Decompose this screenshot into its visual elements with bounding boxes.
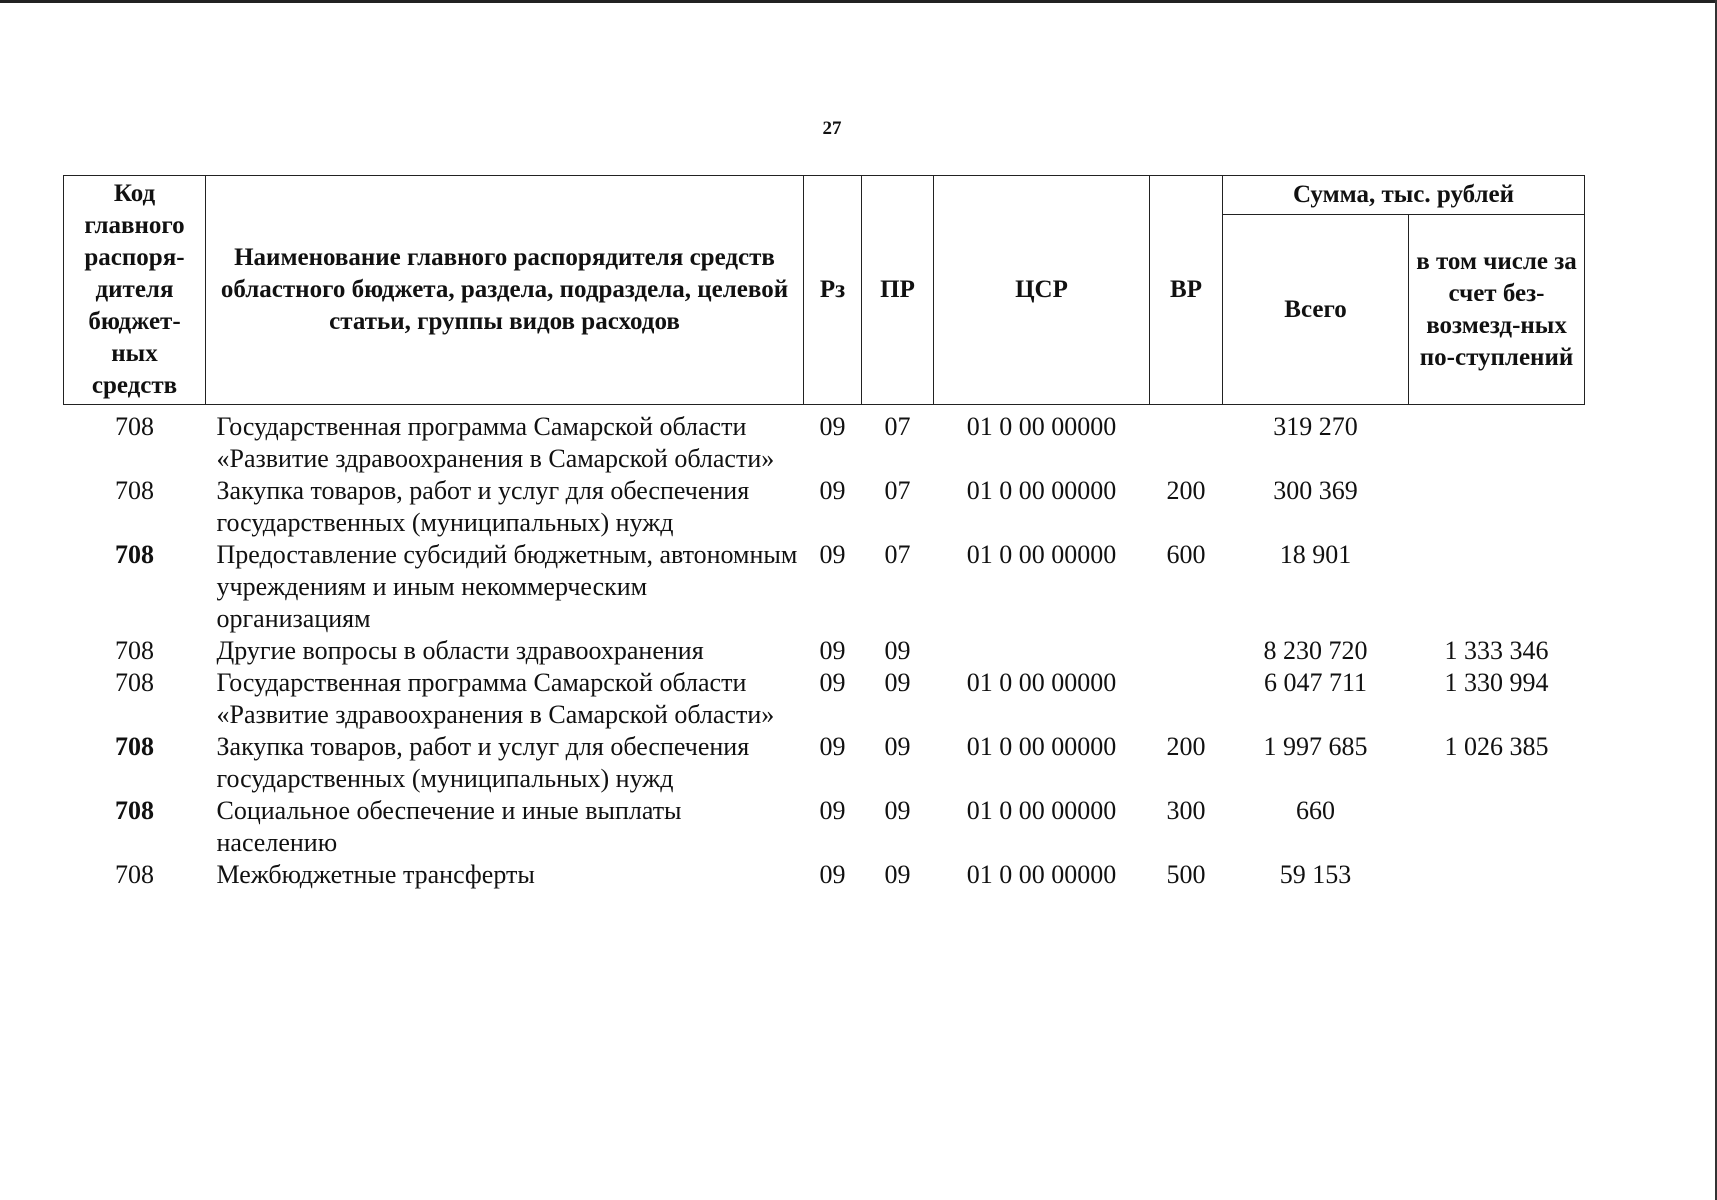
header-sum: Сумма, тыс. рублей [1223,176,1585,215]
header-vr: ВР [1150,176,1223,405]
cell-vr: 200 [1166,476,1206,505]
cell-free [1409,859,1585,891]
cell-pr: 07 [884,412,911,441]
cell-free: 1 330 994 [1444,668,1549,697]
cell-vr: 500 [1166,860,1206,889]
cell-total: 1 997 685 [1263,732,1368,761]
cell-rz: 09 [819,636,846,665]
cell-pr: 09 [884,796,911,825]
cell-free [1409,795,1585,859]
cell-total: 660 [1296,796,1335,825]
cell-csr: 01 0 00 00000 [966,412,1117,441]
cell-rz: 09 [819,476,846,505]
header-csr: ЦСР [934,176,1150,405]
cell-rz: 09 [819,668,846,697]
cell-csr: 01 0 00 00000 [966,860,1117,889]
cell-total: 8 230 720 [1263,636,1368,665]
cell-csr: 01 0 00 00000 [966,476,1117,505]
cell-name: Другие вопросы в области здравоохранения [216,636,704,665]
header-rz: Рз [804,176,862,405]
cell-name: Предоставление субсидий бюджетным, автономным учреждениям и иным некоммерческим организациям [216,540,798,633]
cell-name: Государственная программа Самарской области «Развитие здравоохранения в Самарской области» [216,412,775,473]
table-row [64,475,1585,539]
cell-vr [1150,405,1223,476]
header-total: Всего [1223,215,1409,405]
cell-total: 59 153 [1279,860,1352,889]
cell-code: 708 [115,476,154,505]
table-row [64,731,1585,795]
cell-pr: 09 [884,668,911,697]
table-row [64,795,1585,859]
cell-code: 708 [115,540,154,569]
table-body [64,405,1585,892]
table-row [64,667,1585,731]
cell-vr [1150,635,1223,667]
cell-total: 300 369 [1273,476,1358,505]
table-row [64,539,1585,635]
header-code: Код главного распоря-дителя бюджет-ных средств [64,176,206,405]
cell-pr: 07 [884,540,911,569]
cell-name: Межбюджетные трансферты [216,860,535,889]
cell-rz: 09 [819,796,846,825]
cell-free: 1 333 346 [1444,636,1549,665]
cell-vr: 200 [1166,732,1206,761]
cell-pr: 07 [884,476,911,505]
cell-csr: 01 0 00 00000 [966,540,1117,569]
cell-code: 708 [115,732,154,761]
cell-free [1409,475,1585,539]
header-name: Наименование главного распорядителя средств областного бюджета, раздела, подраздела, целевой статьи, группы видов расходов [206,176,804,405]
cell-csr: 01 0 00 00000 [966,796,1117,825]
cell-pr: 09 [884,860,911,889]
cell-csr: 01 0 00 00000 [966,732,1117,761]
cell-pr: 09 [884,732,911,761]
cell-name: Закупка товаров, работ и услуг для обеспечения государственных (муниципальных) нужд [216,732,750,793]
cell-vr [1150,667,1223,731]
cell-code: 708 [115,796,154,825]
cell-total: 6 047 711 [1263,668,1368,697]
cell-name: Закупка товаров, работ и услуг для обеспечения государственных (муниципальных) нужд [216,476,750,537]
cell-vr: 600 [1166,540,1206,569]
cell-rz: 09 [819,540,846,569]
cell-code: 708 [115,668,154,697]
table-header [64,176,1585,405]
header-free: в том числе за счет без-возмезд-ных по-ступлений [1409,215,1585,405]
cell-code: 708 [115,412,154,441]
table-row [64,405,1585,476]
cell-csr [934,635,1150,667]
cell-total: 18 901 [1279,540,1352,569]
header-pr: ПР [862,176,934,405]
page-number: 27 [822,118,842,139]
cell-code: 708 [115,860,154,889]
cell-vr: 300 [1166,796,1206,825]
table-row [64,635,1585,667]
cell-rz: 09 [819,412,846,441]
cell-csr: 01 0 00 00000 [966,668,1117,697]
page-frame-top [0,0,1717,3]
cell-free [1409,405,1585,476]
cell-rz: 09 [819,860,846,889]
cell-total: 319 270 [1273,412,1358,441]
cell-free: 1 026 385 [1444,732,1549,761]
cell-code: 708 [115,636,154,665]
cell-name: Государственная программа Самарской области «Развитие здравоохранения в Самарской области» [216,668,775,729]
cell-pr: 09 [884,636,911,665]
budget-table [63,175,1585,891]
cell-rz: 09 [819,732,846,761]
table-row [64,859,1585,891]
cell-free [1409,539,1585,635]
cell-name: Социальное обеспечение и иные выплаты населению [216,796,682,857]
